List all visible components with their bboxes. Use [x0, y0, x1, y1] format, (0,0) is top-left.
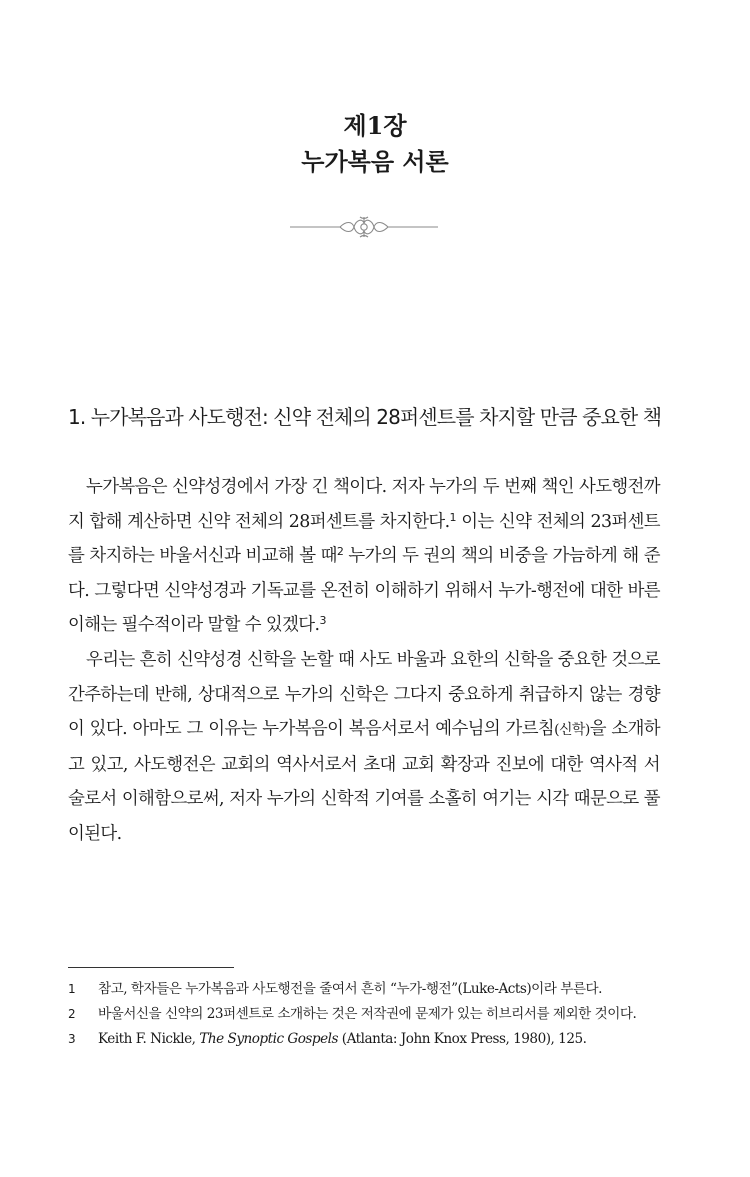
footnotes: [68, 978, 660, 1053]
paragraph-1-text-b: 이는 신약 전체의 23퍼센트를 차지하는 바울서신과 비교해 볼 때: [68, 511, 661, 567]
chapter-label: 제1장: [343, 111, 407, 140]
section-heading: 1. 누가복음과 사도행전: 신약 전체의 28퍼센트를 차지할 만큼 중요한 책: [68, 405, 662, 429]
footnote-ref-2[interactable]: 2: [336, 545, 344, 559]
footnote-divider: [68, 967, 234, 968]
paragraph-1-text-c: 누가의 두 권의 책의 비중을 가늠하게 해 준다. 그렇다면 신약성경과 기독교를 온전히 이해하기 위해서 누가-행전에 대한 바른 이해는 필수적이라 말할 수 있겠다.: [68, 546, 660, 636]
footnote-text: 바울서신을 신약의 23퍼센트로 소개하는 것은 저작권에 문제가 있는 히브리서를 제외한 것이다.: [98, 1006, 637, 1022]
paragraph-1: [68, 470, 660, 643]
footnote-ref-3[interactable]: 3: [319, 614, 326, 628]
footnote-text: [98, 1028, 660, 1050]
paragraph-1-text-a: 누가복음은 신약성경에서 가장 긴 책이다. 저자 누가의 두 번째 책인 사도행전까지 합해 계산하면 신약 전체의 28퍼센트를 차지한다.: [68, 477, 660, 532]
footnote-number: 2: [68, 1007, 76, 1021]
footnote-book-title: The Synoptic Gospels: [199, 1031, 338, 1047]
footnote-1: [68, 978, 660, 1000]
body-text: [68, 470, 660, 852]
paragraph-2: [68, 643, 660, 852]
flourish-divider-icon: [290, 214, 438, 240]
chapter-title: 누가복음 서론: [301, 147, 449, 176]
footnote-2: [68, 1003, 660, 1025]
paragraph-2-text-a: 우리는 흔히 신약성경 신학을 논할 때 사도 바울과 요한의 신학을 중요한 것으로 간주하는데 반해, 상대적으로 누가의 신학은 그다지 중요하게 취급하지 않는 경향이 있다. 아마도 그 이유는 누가복음이 복음서로서 예수님의 가르침: [68, 649, 660, 740]
footnote-text: 참고, 학자들은 누가복음과 사도행전을 줄여서 흔히 “누가-행전”(Luke-Acts)이라 부른다.: [98, 981, 602, 997]
footnote-3: [68, 1028, 660, 1050]
paragraph-2-text-b: 을 소개하고 있고, 사도행전은 교회의 역사서로서 초대 교회 확장과 진보에 대한 역사적 서술로서 이해함으로써, 저자 누가의 신학적 기여를 소홀히 여기는 시각 때문으로 풀이된다.: [68, 719, 660, 844]
footnote-number: 3: [68, 1032, 76, 1046]
footnote-publication: (Atlanta: John Knox Press, 1980), 125.: [337, 1031, 587, 1047]
footnote-author: Keith F. Nickle,: [98, 1031, 200, 1047]
footnote-number: 1: [68, 982, 76, 996]
footnote-ref-1[interactable]: 1: [449, 510, 456, 524]
paragraph-2-paren: (신학): [554, 722, 590, 739]
